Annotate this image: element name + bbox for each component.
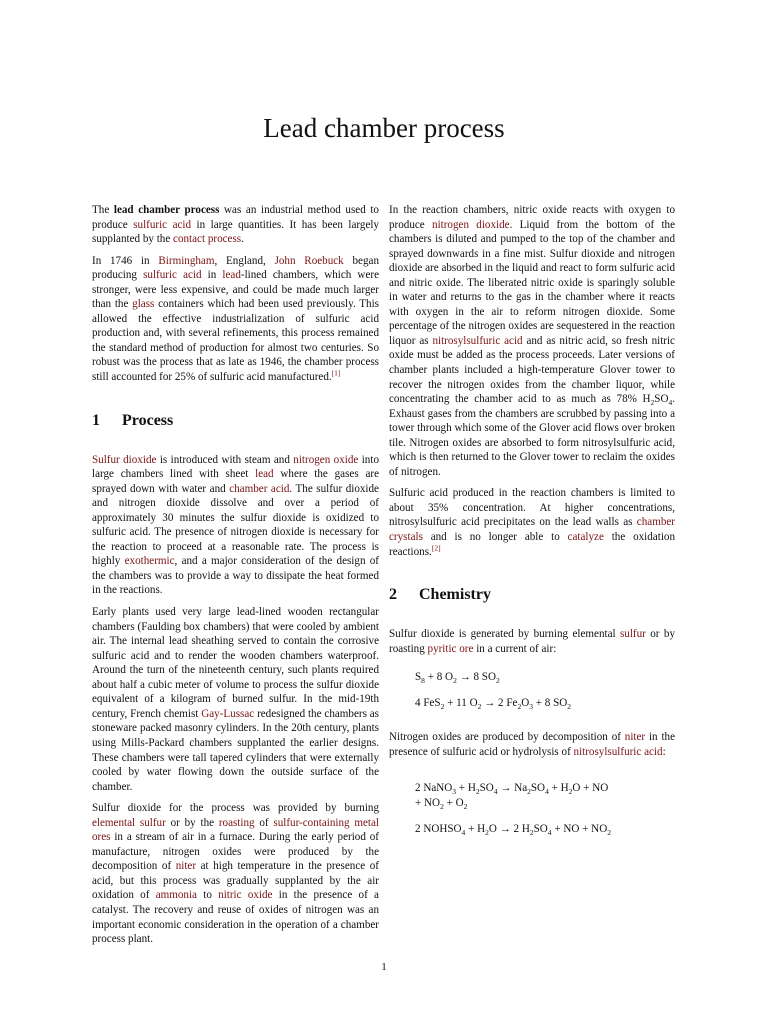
link-elemental-sulfur[interactable]: elemental sulfur (92, 816, 166, 829)
equation-subscript: 2 (485, 827, 489, 837)
equation-subscript: 2 (527, 787, 531, 797)
link-lead[interactable]: lead (222, 269, 241, 282)
section-number: 1 (92, 411, 100, 429)
equation-subscript: 3 (452, 787, 457, 797)
link-lead-2[interactable]: lead (255, 468, 274, 481)
page-number: 1 (381, 961, 387, 973)
equation-subscript: 4 (545, 787, 549, 797)
equation-nitrosylsulfuric-hydrolysis (415, 822, 675, 837)
equation-subscript: 2 (477, 701, 482, 711)
equation-term: 4 FeS (415, 696, 441, 709)
formula-sulfuric-acid: $H_2SO_4$ (642, 393, 673, 408)
equation-subscript: 2 (529, 827, 534, 837)
equation-subscript: 2 (453, 676, 457, 686)
equation-term: + 8 SO (532, 696, 568, 709)
equation-subscript: 2 (517, 701, 522, 711)
equation-subscript: 2 (495, 676, 500, 686)
page-title: Lead chamber process (263, 113, 505, 143)
reference-2[interactable]: [2] (431, 542, 441, 552)
equation-term: + NO + NO (551, 822, 608, 835)
left-column (92, 203, 379, 954)
intro-paragraph-1: The lead chamber process was an industrial method used to produce sulfuric acid in large quantities. It has been largely supplanted by the contact process. (92, 204, 380, 246)
equation-term: → 8 SO (456, 671, 496, 684)
link-chamber-acid[interactable]: chamber acid (229, 482, 290, 495)
equation-subscript: 2 (463, 802, 468, 812)
equation-subscript: 2 (440, 802, 444, 812)
equation-subscript: 4 (547, 827, 552, 837)
process-paragraph-4: In the reaction chambers, nitric oxide reacts with oxygen to produce nitrogen dioxide. Liquid from the bottom of the chambers is diluted and pumped to the top of the chamber and sprayed downwards in a fine mist. Sulfur dioxide and nitrogen dioxide are absorbed in the liquid and react to form sulfuric acid and nitric oxide. The liberated nitric oxide is sparingly soluble in water and returns to the gas in the chamber where it reacts with oxygen in the air to reform nitrogen dioxide. Some percentage of the nitrogen oxides are sequestered in the reaction liquor as nitrosylsulfuric acid and as nitric acid, so fresh nitric oxide must be added as the process proceeds. Later versions of chamber plants included a high-temperature Glover tower to recover the nitrogen oxides from the chamber liquor, while concentrating the chamber acid to as much as 78% $H_2SO_4$. Exhaust gases from the chambers are scrubbed by passing into a tower through which some of the Glover acid flows over broken tile. Nitrogen oxides are absorbed to form nitrosylsulfuric acid, which is then returned to the Glover tower to reclaim the oxides of nitrogen. (389, 204, 676, 478)
link-exothermic[interactable]: exothermic (124, 555, 175, 568)
equation-block-1 (389, 670, 675, 710)
link-nitrogen-oxide[interactable]: nitrogen oxide (293, 453, 359, 466)
link-niter[interactable]: niter (175, 860, 197, 873)
equation-term: O + NO (572, 782, 609, 795)
equation-niter-decomposition (415, 781, 675, 796)
process-paragraph-3: Sulfur dioxide for the process was provided by burning elemental sulfur or by the roasting of sulfur-containing metal ores in a stream of air in a furnace. During the early period of manufacture, nitrogen oxides were produced by the decomposition of niter at high temperature in the presence of acid, but this process was gradually supplanted by the air oxidation of ammonia to nitric oxide in the presence of a catalyst. The recovery and reuse of oxides of nitrogen was an important economic consideration in the operation of a chamber process plant. (92, 802, 379, 946)
section-heading-process (92, 411, 379, 431)
link-niter-2[interactable]: niter (624, 731, 646, 744)
equation-subscript: 2 (568, 787, 573, 797)
equation-pyrite-roasting (415, 696, 675, 711)
link-john-roebuck[interactable]: John Roebuck (274, 254, 344, 267)
link-contact-process[interactable]: contact process (173, 233, 242, 246)
link-sulfur[interactable]: sulfur (619, 628, 646, 641)
equation-term: + H (465, 822, 486, 835)
equation-term: SO (530, 782, 546, 795)
process-paragraph-5: Sulfuric acid produced in the reaction chambers is limited to about 35% concentration. At higher concentrations, nitrosylsulfuric acid precipitates on the lead walls as chamber crystals and is no longer able to catalyze the oxidation reactions.[2] (389, 487, 675, 558)
link-pyritic-ore[interactable]: pyritic ore (427, 642, 474, 655)
equation-subscript: 2 (607, 827, 611, 837)
link-nitrosylsulfuric-acid-2[interactable]: nitrosylsulfuric acid (573, 745, 663, 758)
link-sulfur-containing-metal-ores[interactable]: sulfur-containing metal ores (92, 816, 379, 844)
equation-term: 2 NaNO (415, 782, 453, 795)
equation-term: + 11 O (444, 696, 478, 709)
right-column (389, 203, 675, 856)
equation-term: O → 2 H (488, 822, 530, 835)
chemistry-paragraph-2: Nitrogen oxides are produced by decomposition of niter in the presence of sulfuric acid or hydrolysis of nitrosylsulfuric acid: (389, 731, 675, 758)
equation-term: S (415, 671, 422, 684)
link-sulfuric-acid-2[interactable]: sulfuric acid (143, 269, 202, 282)
section-number: 2 (389, 586, 397, 604)
equation-sulfur-burning (415, 670, 675, 685)
equation-term: → 2 Fe (481, 696, 518, 709)
link-chamber-crystals[interactable]: chamber crystals (389, 516, 675, 544)
link-gay-lussac[interactable]: Gay-Lussac (201, 707, 255, 720)
chemistry-paragraph-1: Sulfur dioxide is generated by burning elemental sulfur or by roasting pyritic ore in a current of air: (389, 628, 675, 655)
equation-block-2 (389, 781, 675, 836)
intro-paragraph-2: In 1746 in Birmingham, England, John Roebuck began producing sulfuric acid in lead-lined chambers, which were stronger, were less expensive, and could be made much larger than the glass containers which had been used previously. This allowed the effective industrialization of sulfuric acid production and, with several refinements, this process remained the standard method of production for almost two centuries. So robust was the process that as late as 1946, the chamber process still accounted for 25% of sulfuric acid manufactured.[1] (92, 254, 379, 384)
equation-term: SO (479, 782, 494, 795)
link-catalyze[interactable]: catalyze (567, 531, 604, 544)
equation-subscript: 4 (461, 827, 466, 837)
equation-term: + H (456, 782, 476, 795)
equation-niter-decomposition-continued (415, 796, 675, 811)
equation-subscript: 2 (440, 701, 445, 711)
link-glass[interactable]: glass (132, 298, 155, 311)
equation-term: O (521, 696, 530, 709)
equation-term: + H (548, 782, 569, 795)
section-heading-chemistry (389, 585, 675, 605)
equation-term: + O (443, 796, 464, 809)
process-paragraph-2: Early plants used very large lead-lined wooden rectangular chambers (Faulding box chambers) that were cooled by ambient air. The internal lead sheathing served to contain the corrosive sulfuric acid and to render the wooden chambers waterproof. Around the turn of the nineteenth century, such plants required about half a cubic meter of volume to process the sulfur dioxide equivalent of a kilogram of burned sulfur. In the mid-19th century, French chemist Gay-Lussac redesigned the chambers as stoneware packed masonry cylinders. In the 20th century, plants using Mills-Packard chambers supplanted the earlier designs. These chambers were tall tapered cylinders that were externally cooled by water flowing down the outside surface of the chamber. (92, 606, 379, 793)
reference-1[interactable]: [1] (331, 368, 341, 378)
link-sulfur-dioxide[interactable]: Sulfur dioxide (92, 453, 157, 466)
equation-term: + 8 O (424, 671, 454, 684)
link-nitrogen-dioxide[interactable]: nitrogen dioxide (432, 218, 510, 231)
equation-term: + NO (415, 796, 441, 809)
equation-subscript: 4 (493, 787, 498, 797)
link-roasting[interactable]: roasting (218, 816, 255, 829)
equation-subscript: 2 (475, 787, 480, 797)
link-sulfuric-acid[interactable]: sulfuric acid (133, 218, 192, 231)
equation-subscript: 2 (567, 701, 572, 711)
link-birmingham[interactable]: Birmingham (158, 254, 215, 267)
section-title: Chemistry (419, 586, 491, 604)
link-ammonia[interactable]: ammonia (155, 889, 197, 902)
process-paragraph-1: Sulfur dioxide is introduced with steam and nitrogen oxide into large chambers lined with sheet lead where the gases are sprayed down with water and chamber acid. The sulfur dioxide and nitrogen dioxide dissolve and over a period of approximately 30 minutes the sulfur dioxide is oxidized to sulfuric acid. The presence of nitrogen dioxide is necessary for the reaction to proceed at a reasonable rate. The process is highly exothermic, and a major consideration of the design of the chambers was to provide a way to dissipate the heat formed in the reactions. (92, 453, 379, 597)
equation-term: 2 NOHSO (415, 822, 462, 835)
section-title: Process (122, 411, 174, 429)
equation-subscript: 3 (529, 701, 533, 711)
bold-term: lead chamber process (113, 204, 220, 216)
link-nitric-oxide[interactable]: nitric oxide (218, 889, 273, 902)
equation-subscript: 8 (421, 676, 425, 686)
equation-term: SO (533, 822, 548, 835)
equation-term: → Na (497, 782, 528, 795)
link-nitrosylsulfuric-acid[interactable]: nitrosylsulfuric acid (432, 334, 523, 347)
